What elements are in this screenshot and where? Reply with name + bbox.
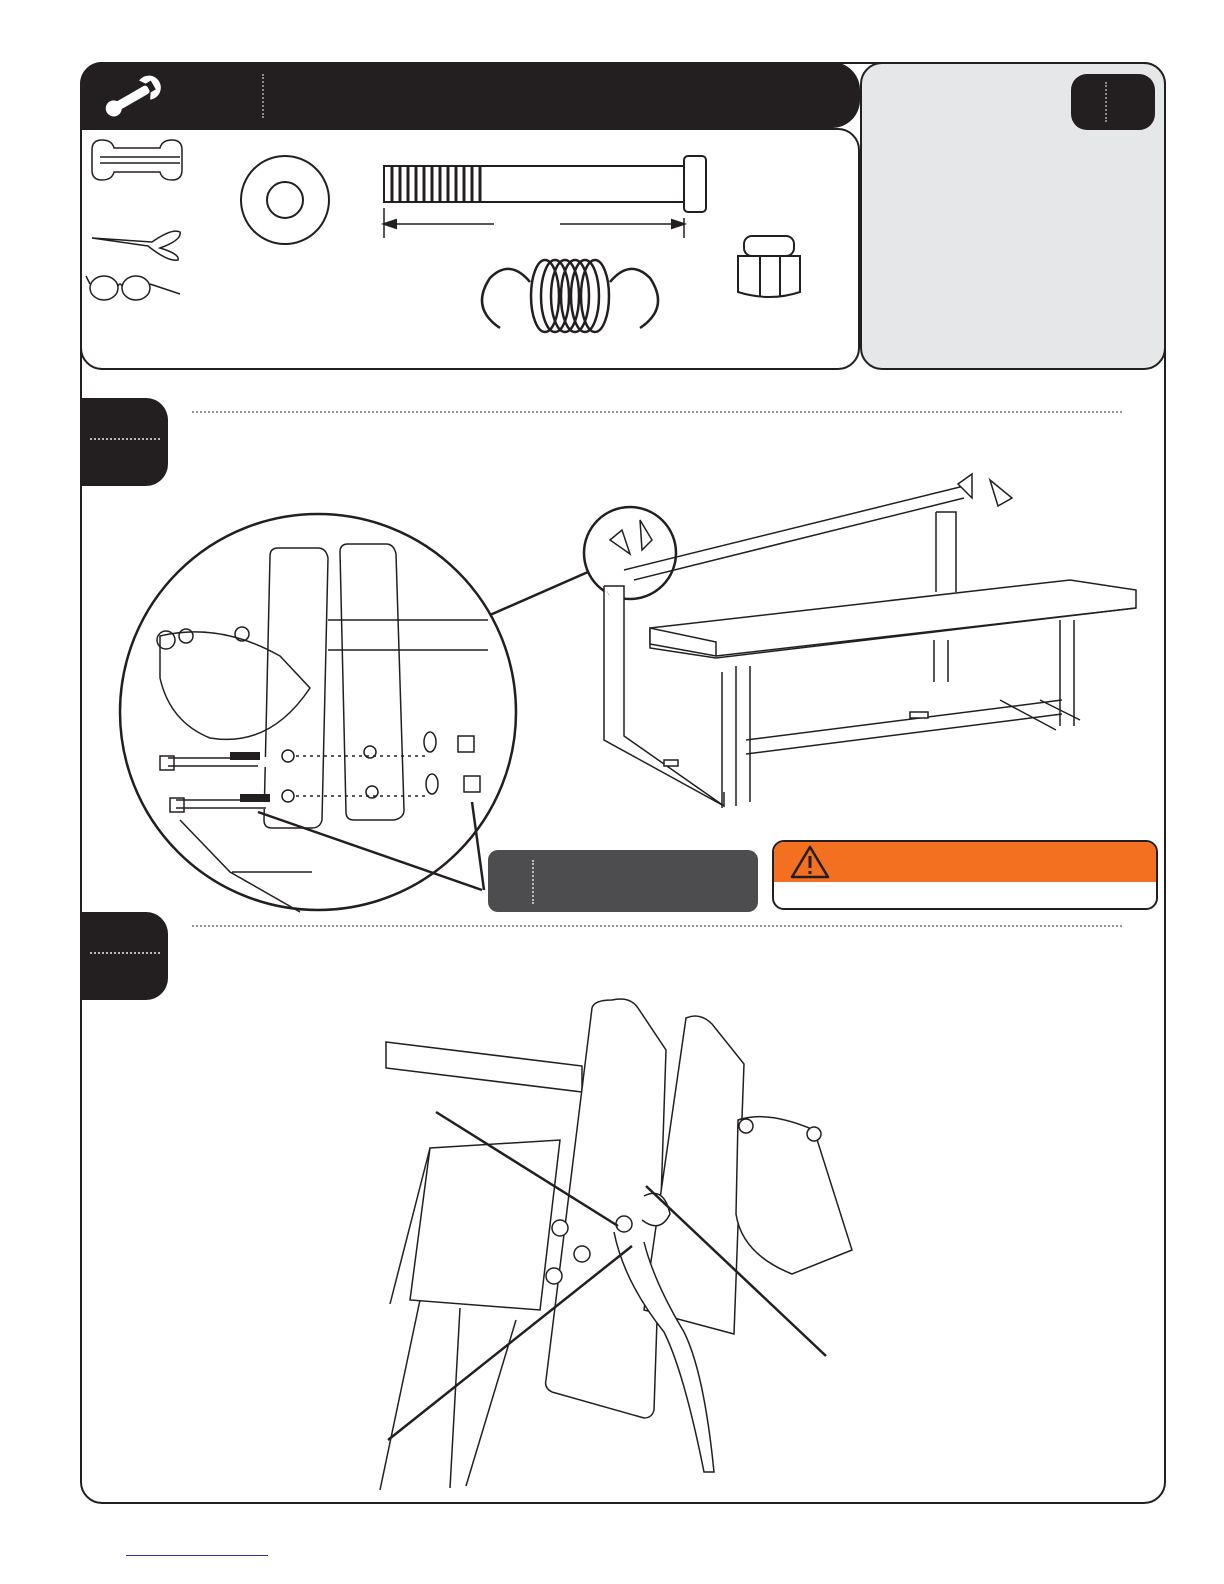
step-2-tab bbox=[80, 912, 168, 1000]
step-1-tab bbox=[80, 398, 168, 486]
note-divider bbox=[532, 860, 534, 904]
washer-part bbox=[241, 156, 329, 244]
step-1-divider bbox=[192, 411, 1122, 413]
spring-attach-illustration bbox=[380, 999, 852, 1490]
warning-panel bbox=[772, 840, 1158, 910]
step-2-divider bbox=[192, 925, 1122, 927]
callout-lines bbox=[258, 802, 484, 890]
open-end-wrench-icon bbox=[92, 140, 182, 180]
preview-tab-divider bbox=[1105, 82, 1107, 122]
spring-part bbox=[482, 260, 658, 332]
bolt-part bbox=[384, 156, 706, 238]
bench-assembly-illustration bbox=[604, 474, 1136, 808]
warning-header-band bbox=[774, 842, 1156, 882]
step-2-tab-divider bbox=[90, 952, 160, 954]
warning-triangle-icon bbox=[790, 845, 830, 879]
preview-label-tab bbox=[1071, 74, 1155, 130]
detail-bracket-drawing bbox=[157, 544, 488, 912]
footer-link-underline bbox=[126, 1555, 268, 1556]
step-1-tab-divider bbox=[90, 438, 160, 440]
hardware-note-panel bbox=[488, 850, 758, 912]
pliers-icon bbox=[92, 231, 180, 260]
lock-nut-part bbox=[738, 236, 800, 297]
safety-glasses-icon bbox=[86, 276, 180, 300]
